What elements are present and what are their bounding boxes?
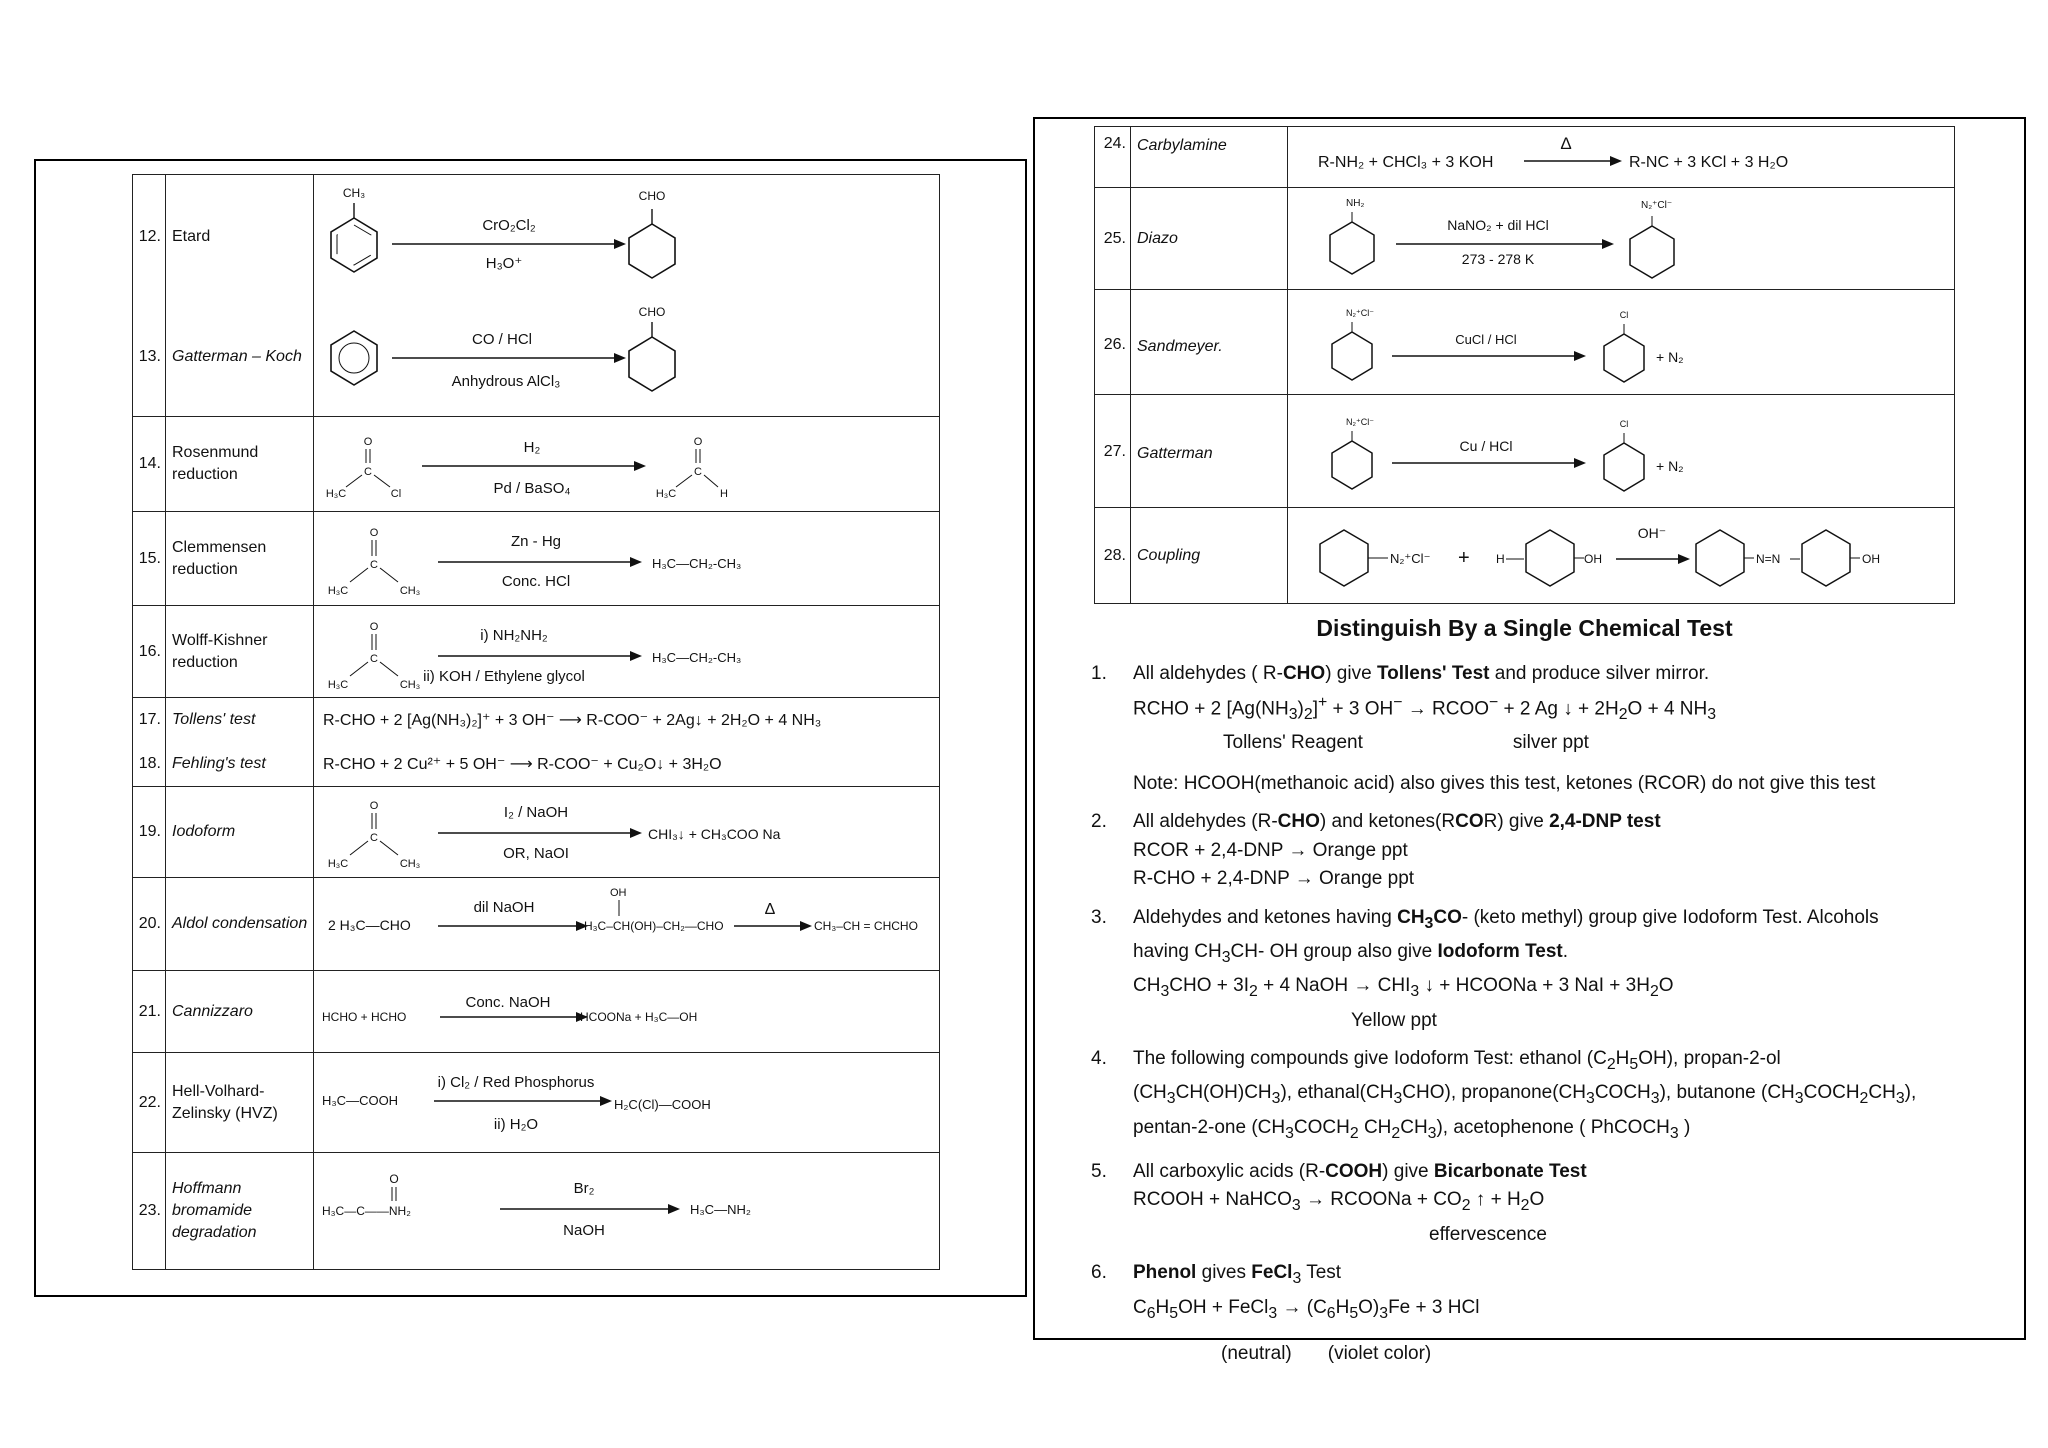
reactant-label: H₃C—COOH [322, 1093, 399, 1108]
benzene-ring-icon [1330, 212, 1374, 274]
test-line: Note: HCOOH(methanoic acid) also gives this test, ketones (RCOR) do not give this test [1133, 772, 1876, 794]
carbylamine-diagram [1288, 127, 1954, 187]
test-line: All aldehydes (R-CHO) and ketones(RCOR) give 2,4-DNP test [1133, 811, 1661, 833]
reaction-number: 18. [133, 743, 166, 787]
reaction-equation [314, 298, 940, 417]
reagent-bottom: Conc. HCl [501, 573, 571, 590]
svg-text:CH₃: CH₃ [399, 585, 421, 597]
reaction-equation [314, 1053, 940, 1153]
svg-text:C: C [370, 832, 378, 844]
products-label: R-NC + 3 KCl + 3 H₂O [1629, 154, 1789, 171]
reaction-number: 15. [133, 512, 166, 606]
reaction-name: Iodoform [166, 787, 314, 878]
test-item [1091, 1259, 1991, 1368]
reactions-table-right [1094, 126, 1955, 604]
reaction-name: Wolff-Kishner reduction [166, 606, 314, 698]
reagent-bottom: NaOH [563, 1222, 605, 1239]
iodoform-diagram [314, 787, 940, 877]
benzene-ring-icon [1526, 530, 1584, 586]
reagent-bottom: ii) H₂O [493, 1116, 539, 1133]
reaction-number: 24. [1095, 127, 1131, 188]
reaction-number: 14. [133, 417, 166, 512]
benzene-ring-icon [331, 331, 377, 385]
hydroxy-label: OH [610, 887, 627, 899]
reagent-top: H₂ [523, 439, 541, 456]
test-line: Tollens' Reagent silver ppt [1223, 732, 1589, 754]
table-row [133, 606, 940, 698]
reagent-top: OH⁻ [1637, 525, 1667, 541]
reaction-name: Sandmeyer. [1131, 290, 1288, 395]
reaction-name: Etard [166, 175, 314, 299]
benzene-ring-icon [331, 203, 377, 272]
reaction-number: 20. [133, 878, 166, 971]
test-line: $CH_3CHO + 3I_2 + 4$ NaOH → $CHI_3$ ↓ + HCOONa + 3 NaI + $3H_2O$ [1133, 975, 1674, 1001]
test-line: R-CHO + 2,4-DNP → Orange ppt [1133, 868, 1415, 890]
acyl-chloride-structure [326, 436, 401, 500]
test-line: RCOR + 2,4-DNP → Orange ppt [1133, 839, 1408, 861]
right-page [1033, 117, 2026, 1364]
reaction-number: 16. [133, 606, 166, 698]
test-line: Phenol gives FeCl$_3$ Test [1133, 1262, 1342, 1287]
reactant-label: HCHO + HCHO [322, 1010, 407, 1024]
reaction-equation [314, 175, 940, 299]
svg-text:H₃C: H₃C [327, 858, 349, 870]
reagent-top: CO / HCl [472, 331, 532, 348]
test-line: RCHO + 2 $[Ag(NH_3)_2]^+ + 3$ OH− → RCOO− + 2 Ag ↓ + $2H_2O + 4$ $NH_3$ [1133, 693, 1717, 723]
product-label: H₃C—CH₂-CH₃ [652, 650, 742, 665]
reagent-top: i) NH₂NH₂ [480, 627, 548, 644]
svg-text:C: C [370, 559, 378, 571]
reagent-top: I₂ / NaOH [503, 804, 569, 821]
test-line: Aldehydes and ketones having $CH_3CO-$ (keto methyl) group give Iodoform Test. Alcohols [1133, 906, 1879, 932]
product-label: CHI₃↓ + CH₃COO Na [648, 826, 781, 842]
byproduct-label: + N₂ [1656, 349, 1684, 365]
reagent-top: Cu / HCl [1459, 438, 1513, 454]
svg-text:O: O [693, 436, 703, 448]
reactant-label: 2 H₃C—CHO [328, 917, 411, 933]
table-row [133, 417, 940, 512]
reaction-number: 12. [133, 175, 166, 299]
reagent-top: Zn - Hg [510, 533, 562, 550]
test-item [1091, 808, 1991, 894]
section-title: Distinguish By a Single Chemical Test [1316, 615, 1733, 641]
reaction-equation [314, 971, 940, 1053]
reaction-name: Hell-Volhard-Zelinsky (HVZ) [166, 1053, 314, 1153]
test-line: having $CH_3CH-$ OH group also give Iodoform Test. [1133, 940, 1569, 966]
reaction-equation [314, 787, 940, 878]
reaction-equation [314, 512, 940, 606]
reaction-number: 27. [1095, 395, 1131, 508]
reaction-name: Carbylamine [1131, 127, 1288, 188]
benzene-ring-icon [1604, 433, 1644, 491]
svg-text:O: O [389, 1172, 399, 1186]
reaction-number: 19. [133, 787, 166, 878]
plus-sign: + [1458, 547, 1470, 569]
test-line: All aldehydes ( R-CHO) give Tollens' Test and produce silver mirror. [1133, 663, 1710, 684]
substituent-label: Cl [1619, 419, 1629, 429]
table-row [133, 1153, 940, 1270]
product-label: H₃C—NH₂ [690, 1202, 751, 1217]
substituent-label: N₂⁺Cl⁻ [1346, 308, 1374, 318]
svg-text:H₃C: H₃C [327, 679, 349, 691]
reaction-equation [1288, 508, 1955, 604]
phenol-h: H [1496, 552, 1505, 566]
reaction-name: Rosenmund reduction [166, 417, 314, 512]
svg-text:C: C [694, 466, 702, 478]
reagent-bottom: Anhydrous AlCl₃ [451, 373, 561, 390]
benzene-ring-icon [1604, 324, 1644, 382]
svg-text:C: C [364, 466, 372, 478]
reaction-name: Diazo [1131, 188, 1288, 290]
amide-structure [322, 1172, 411, 1218]
substituent-label: N₂⁺Cl⁻ [1641, 200, 1673, 211]
svg-text:CH₃: CH₃ [399, 858, 421, 870]
ketone-structure [328, 527, 420, 597]
test-line: (neutral) (violet color) [1221, 1342, 1432, 1364]
test-line [1133, 758, 1991, 770]
reaction-name: Clemmensen reduction [166, 512, 314, 606]
test-number: 6. [1091, 1262, 1107, 1284]
svg-text:C: C [370, 653, 378, 665]
table-row [133, 878, 940, 971]
reaction-equation: R-CHO + 2 Cu²⁺ + 5 OH⁻ ⟶ R-COO⁻ + Cu₂O↓ + 3H₂O [314, 743, 940, 787]
clemmensen-diagram [314, 512, 940, 605]
svg-text:H₃C: H₃C [327, 585, 349, 597]
product-oh: OH [1862, 552, 1880, 566]
reaction-name: Gatterman – Koch [166, 298, 314, 417]
product-label: HCOONa + H₃C—OH [580, 1010, 698, 1024]
test-number: 2. [1091, 811, 1107, 833]
reaction-name: Fehling's test [166, 743, 314, 787]
reactions-table-left [132, 174, 940, 1270]
test-line: The following compounds give Iodoform Test: ethanol $(C_2H_5OH)$, propan-2-ol [1133, 1048, 1781, 1073]
reaction-equation [314, 417, 940, 512]
substituent-label: CHO [638, 189, 666, 203]
reaction-name: Cannizzaro [166, 971, 314, 1053]
substituent-label: Cl [1619, 310, 1629, 320]
heat-symbol: Δ [1560, 134, 1572, 153]
phenol-oh: OH [1584, 552, 1602, 566]
reagent-top: Br₂ [573, 1180, 595, 1197]
reaction-number: 17. [133, 698, 166, 743]
table-row [133, 512, 940, 606]
table-row [133, 971, 940, 1053]
heat-symbol: Δ [764, 901, 776, 918]
reagent-bottom: ii) KOH / Ethylene glycol [423, 668, 585, 685]
hvz-diagram [314, 1053, 940, 1152]
coupling-diagram [1288, 508, 1954, 603]
reaction-number: 22. [133, 1053, 166, 1153]
reagent-top: NaNO₂ + dil HCl [1447, 217, 1549, 233]
reagent-top: i) Cl₂ / Red Phosphorus [437, 1074, 595, 1091]
reaction-name: Tollens' test [166, 698, 314, 743]
reaction-number: 25. [1095, 188, 1131, 290]
azo-label: N=N [1756, 552, 1781, 566]
table-row [133, 743, 940, 787]
reaction-equation [1288, 290, 1955, 395]
table-row [133, 298, 940, 417]
reagent-top: CrO₂Cl₂ [482, 217, 536, 234]
reaction-number: 13. [133, 298, 166, 417]
gatterman-diagram [1288, 395, 1954, 507]
diazonium-label: N₂⁺Cl⁻ [1390, 551, 1431, 566]
substituent-label: CHO [638, 305, 666, 319]
reaction-name: Aldol condensation [166, 878, 314, 971]
substituent-label: N₂⁺Cl⁻ [1346, 417, 1374, 427]
table-row [133, 1053, 940, 1153]
table-row [1095, 395, 1955, 508]
benzene-ring-icon [1332, 322, 1372, 380]
byproduct-label: + N₂ [1656, 458, 1684, 474]
reagent-bottom: Pd / BaSO₄ [493, 480, 571, 497]
reaction-number: 26. [1095, 290, 1131, 395]
table-row [1095, 188, 1955, 290]
reaction-equation [314, 606, 940, 698]
svg-text:O: O [369, 527, 379, 539]
test-line: pentan-2-one ($CH_3COCH_2$ $CH_2CH_3$), acetophenone ( PhCOCH$_3$ ) [1133, 1116, 1691, 1142]
benzene-ring-icon [629, 322, 675, 391]
intermediate-label: H₃C–CH(OH)–CH₂—CHO [584, 919, 724, 933]
reagent-bottom: 273 - 278 K [1461, 251, 1535, 267]
reaction-name: Gatterman [1131, 395, 1288, 508]
test-line: effervescence [1429, 1223, 1547, 1245]
svg-text:H: H [720, 488, 728, 500]
svg-text:H₃C—C——NH₂: H₃C—C——NH₂ [322, 1204, 411, 1218]
test-line: Yellow ppt [1351, 1009, 1437, 1031]
svg-text:O: O [363, 436, 373, 448]
hoffmann-diagram [314, 1153, 940, 1269]
left-page [34, 159, 1027, 1297]
test-line: $(CH_3CH(OH)CH_3)$, $ethanal(CH_3CHO)$, $propanone(CH_3COCH_3)$, butanone $(CH_3COCH_2CH_3)$, [1133, 1082, 1917, 1108]
reaction-number: 28. [1095, 508, 1131, 604]
etard-diagram [314, 175, 940, 298]
aldehyde-structure [656, 436, 728, 500]
test-line: All carboxylic acids (R-COOH) give Bicarbonate Test [1133, 1160, 1587, 1182]
reaction-equation [1288, 127, 1955, 188]
gatterman-koch-diagram [314, 298, 940, 416]
test-number: 4. [1091, 1048, 1107, 1070]
ketone-structure [328, 800, 420, 870]
svg-text:H₃C: H₃C [655, 488, 677, 500]
reaction-equation [1288, 395, 1955, 508]
product-label: H₃C—CH₂-CH₃ [652, 556, 742, 571]
wolff-kishner-diagram [314, 606, 940, 697]
svg-text:O: O [369, 800, 379, 812]
svg-text:CH₃: CH₃ [399, 679, 421, 691]
benzene-ring-icon [1320, 530, 1388, 586]
reaction-number: 21. [133, 971, 166, 1053]
test-number: 5. [1091, 1160, 1107, 1182]
reaction-equation [1288, 188, 1955, 290]
tests-list [1091, 660, 1991, 1378]
reagent-top: Conc. NaOH [465, 994, 551, 1011]
test-line [1133, 1328, 1991, 1340]
table-row [133, 787, 940, 878]
product-label: CH₃–CH = CHCHO [814, 919, 918, 933]
diazo-diagram [1288, 188, 1954, 289]
substituent-label: NH₂ [1346, 198, 1365, 209]
reagent-bottom: OR, NaOI [503, 845, 569, 862]
test-number: 1. [1091, 663, 1107, 684]
product-label: H₂C(Cl)—COOH [614, 1097, 711, 1112]
reaction-equation: R-CHO + 2 [Ag(NH₃)₂]⁺ + 3 OH⁻ ⟶ R-COO⁻ + 2Ag↓ + 2H₂O + 4 NH₃ [314, 698, 940, 743]
reactants-label: R-NH₂ + CHCl₃ + 3 KOH [1318, 154, 1494, 171]
reaction-equation [314, 1153, 940, 1270]
table-row [1095, 127, 1955, 188]
benzene-ring-icon [1332, 431, 1372, 489]
test-item [1091, 1158, 1991, 1249]
reagent-bottom: H₃O⁺ [485, 255, 523, 272]
table-row [133, 698, 940, 743]
sandmeyer-diagram [1288, 290, 1954, 394]
table-row [1095, 290, 1955, 395]
test-number: 3. [1091, 906, 1107, 928]
test-line: $C_6H_5OH$ + FeCl$_3$ → $(C_6H_5O)_3Fe + 3$ HCl [1133, 1296, 1480, 1322]
test-item [1091, 660, 1991, 798]
test-item [1091, 1045, 1991, 1148]
cannizzaro-diagram [314, 971, 940, 1052]
test-item [1091, 904, 1991, 1035]
reaction-number: 23. [133, 1153, 166, 1270]
reaction-name: Coupling [1131, 508, 1288, 604]
table-row [1095, 508, 1955, 604]
test-line: RCOOH + NaHCO$_3$ → RCOONa + $CO_2$ ↑ + $H_2O$ [1133, 1189, 1545, 1215]
svg-text:O: O [369, 621, 379, 633]
ketone-structure [328, 621, 420, 691]
svg-text:Cl: Cl [390, 488, 402, 500]
substituent-label: CH₃ [342, 186, 366, 200]
benzene-ring-icon [1630, 216, 1674, 278]
aldol-diagram [314, 878, 940, 970]
benzene-ring-icon [1696, 530, 1754, 586]
reagent-top: CuCl / HCl [1455, 332, 1517, 347]
benzene-ring-icon [1802, 530, 1860, 586]
reaction-equation [314, 878, 940, 971]
benzene-ring-icon [629, 209, 675, 278]
svg-text:H₃C: H₃C [325, 488, 347, 500]
reagent-top: dil NaOH [473, 899, 535, 916]
table-row [133, 175, 940, 299]
rosenmund-diagram [314, 417, 940, 511]
reaction-name: Hoffmann bromamide degradation [166, 1153, 314, 1270]
